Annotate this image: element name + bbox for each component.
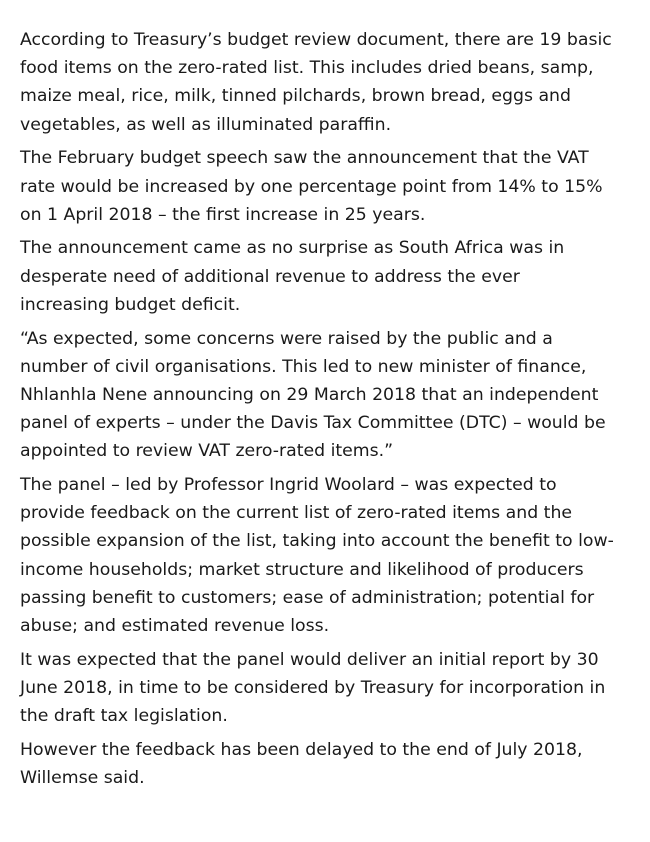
text-line: rate would be increased by one percentage point from 14% to 15% — [20, 176, 603, 197]
text-line: provide feedback on the current list of zero-rated items and the — [20, 503, 573, 524]
text-line: on 1 April 2018 – the first increase in 25 years. — [20, 204, 426, 225]
text-line: income households; market structure and likelihood of producers — [20, 559, 584, 580]
paragraph-feedback-delayed — [20, 736, 640, 792]
text-line: Nhlanhla Nene announcing on 29 March 2018 that an independent — [20, 384, 599, 405]
text-line: appointed to review VAT zero-rated items.” — [20, 441, 394, 462]
text-line: desperate need of additional revenue to address the ever — [20, 266, 520, 287]
paragraph-zero-rated-items — [20, 26, 640, 139]
paragraph-quote-concerns — [20, 325, 640, 466]
text-line: It was expected that the panel would deliver an initial report by 30 — [20, 649, 599, 670]
text-line: food items on the zero-rated list. This includes dried beans, samp, — [20, 58, 594, 79]
text-line: The February budget speech saw the announcement that the VAT — [20, 148, 589, 169]
text-line: increasing budget deficit. — [20, 294, 241, 315]
text-line: possible expansion of the list, taking into account the benefit to low- — [20, 531, 614, 552]
paragraph-initial-report — [20, 646, 640, 731]
text-line: vegetables, as well as illuminated paraffin. — [20, 114, 392, 135]
text-line: number of civil organisations. This led to new minister of finance, — [20, 356, 587, 377]
text-line: maize meal, rice, milk, tinned pilchards, brown bread, eggs and — [20, 86, 571, 107]
paragraph-announcement — [20, 234, 640, 319]
article-body — [20, 26, 640, 798]
paragraph-budget-speech — [20, 144, 640, 229]
text-line: passing benefit to customers; ease of administration; potential for — [20, 587, 595, 608]
text-line: The panel – led by Professor Ingrid Woolard – was expected to — [20, 475, 557, 496]
text-line: June 2018, in time to be considered by Treasury for incorporation in — [20, 677, 606, 698]
text-line: “As expected, some concerns were raised by the public and a — [20, 328, 553, 349]
text-line: the draft tax legislation. — [20, 706, 228, 727]
text-line: abuse; and estimated revenue loss. — [20, 616, 330, 637]
text-line: However the feedback has been delayed to the end of July 2018, — [20, 739, 583, 760]
text-line: Willemse said. — [20, 768, 145, 789]
text-line: panel of experts – under the Davis Tax Committee (DTC) – would be — [20, 413, 606, 434]
text-line: According to Treasury’s budget review document, there are 19 basic — [20, 30, 612, 50]
paragraph-panel — [20, 471, 640, 640]
text-line: The announcement came as no surprise as South Africa was in — [20, 238, 565, 259]
